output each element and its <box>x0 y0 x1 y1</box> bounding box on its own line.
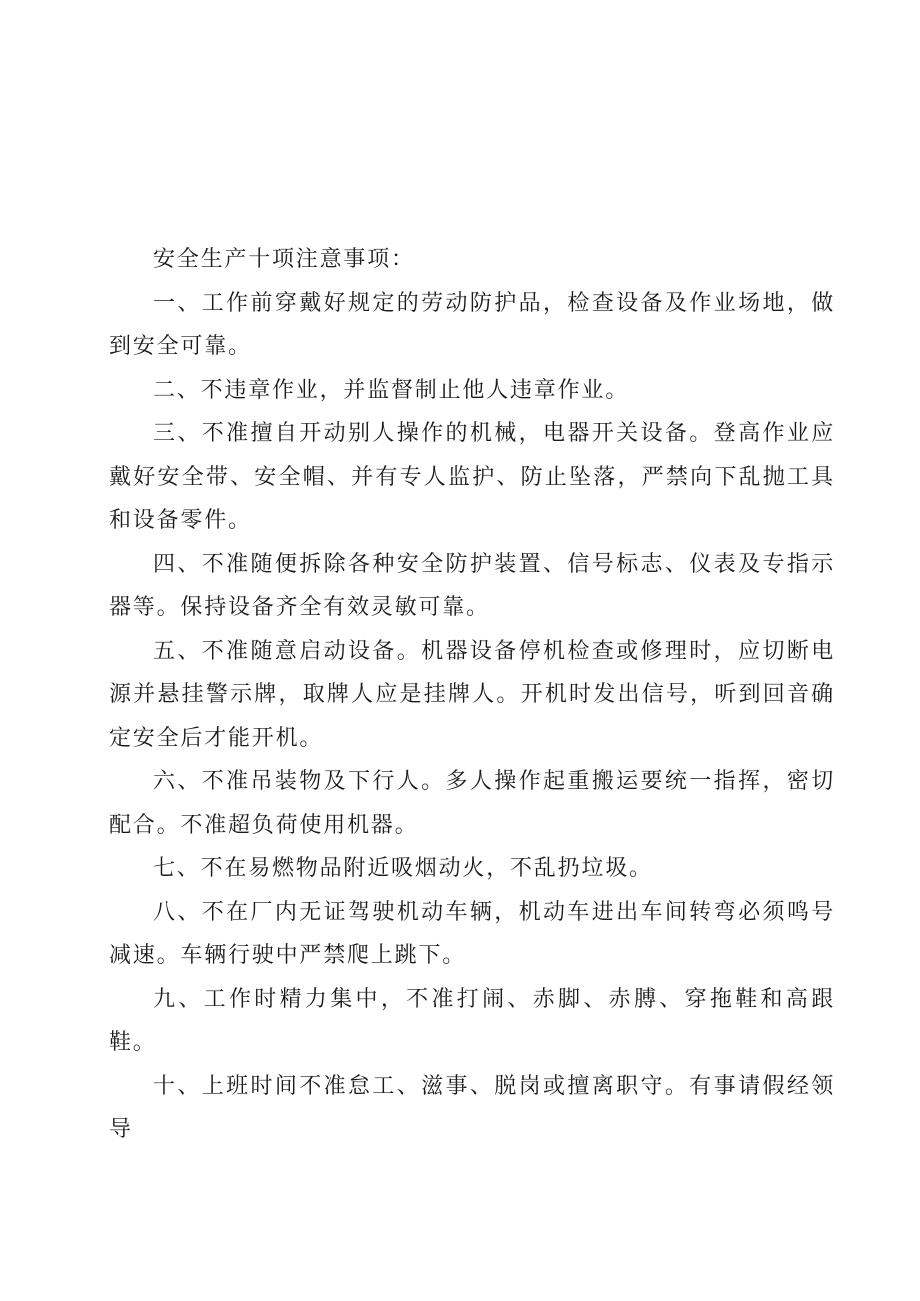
rule-item-10: 十、上班时间不准怠工、滋事、脱岗或擅离职守。有事请假经领导 <box>109 1073 835 1142</box>
rule-item-2: 二、不违章作业，并监督制止他人违章作业。 <box>153 377 630 403</box>
document-body <box>109 238 835 1152</box>
rule-item-6: 六、不准吊装物及下行人。多人操作起重搬运要统一指挥，密切配合。不准超负荷使用机器。 <box>109 769 835 838</box>
rule-item-9: 九、工作时精力集中，不准打闹、赤脚、赤膊、穿拖鞋和高跟鞋。 <box>109 986 835 1055</box>
rule-item-5: 五、不准随意启动设备。机器设备停机检查或修理时，应切断电源并悬挂警示牌，取牌人应是挂牌人。开机时发出信号，听到回音确定安全后才能开机。 <box>109 638 835 751</box>
rule-item-1: 一、工作前穿戴好规定的劳动防护品，检查设备及作业场地，做到安全可靠。 <box>109 290 835 359</box>
rule-item-4: 四、不准随便拆除各种安全防护装置、信号标志、仪表及专指示器等。保持设备齐全有效灵敏可靠。 <box>109 551 835 620</box>
document-title: 安全生产十项注意事项： <box>153 247 415 272</box>
rule-item-7: 七、不在易燃物品附近吸烟动火，不乱扔垃圾。 <box>153 856 653 881</box>
rule-item-8: 八、不在厂内无证驾驶机动车辆，机动车进出车间转弯必须鸣号减速。车辆行驶中严禁爬上跳下。 <box>109 899 835 968</box>
rule-item-3: 三、不准擅自开动别人操作的机械，电器开关设备。登高作业应戴好安全带、安全帽、并有专人监护、防止坠落，严禁向下乱抛工具和设备零件。 <box>109 421 835 533</box>
